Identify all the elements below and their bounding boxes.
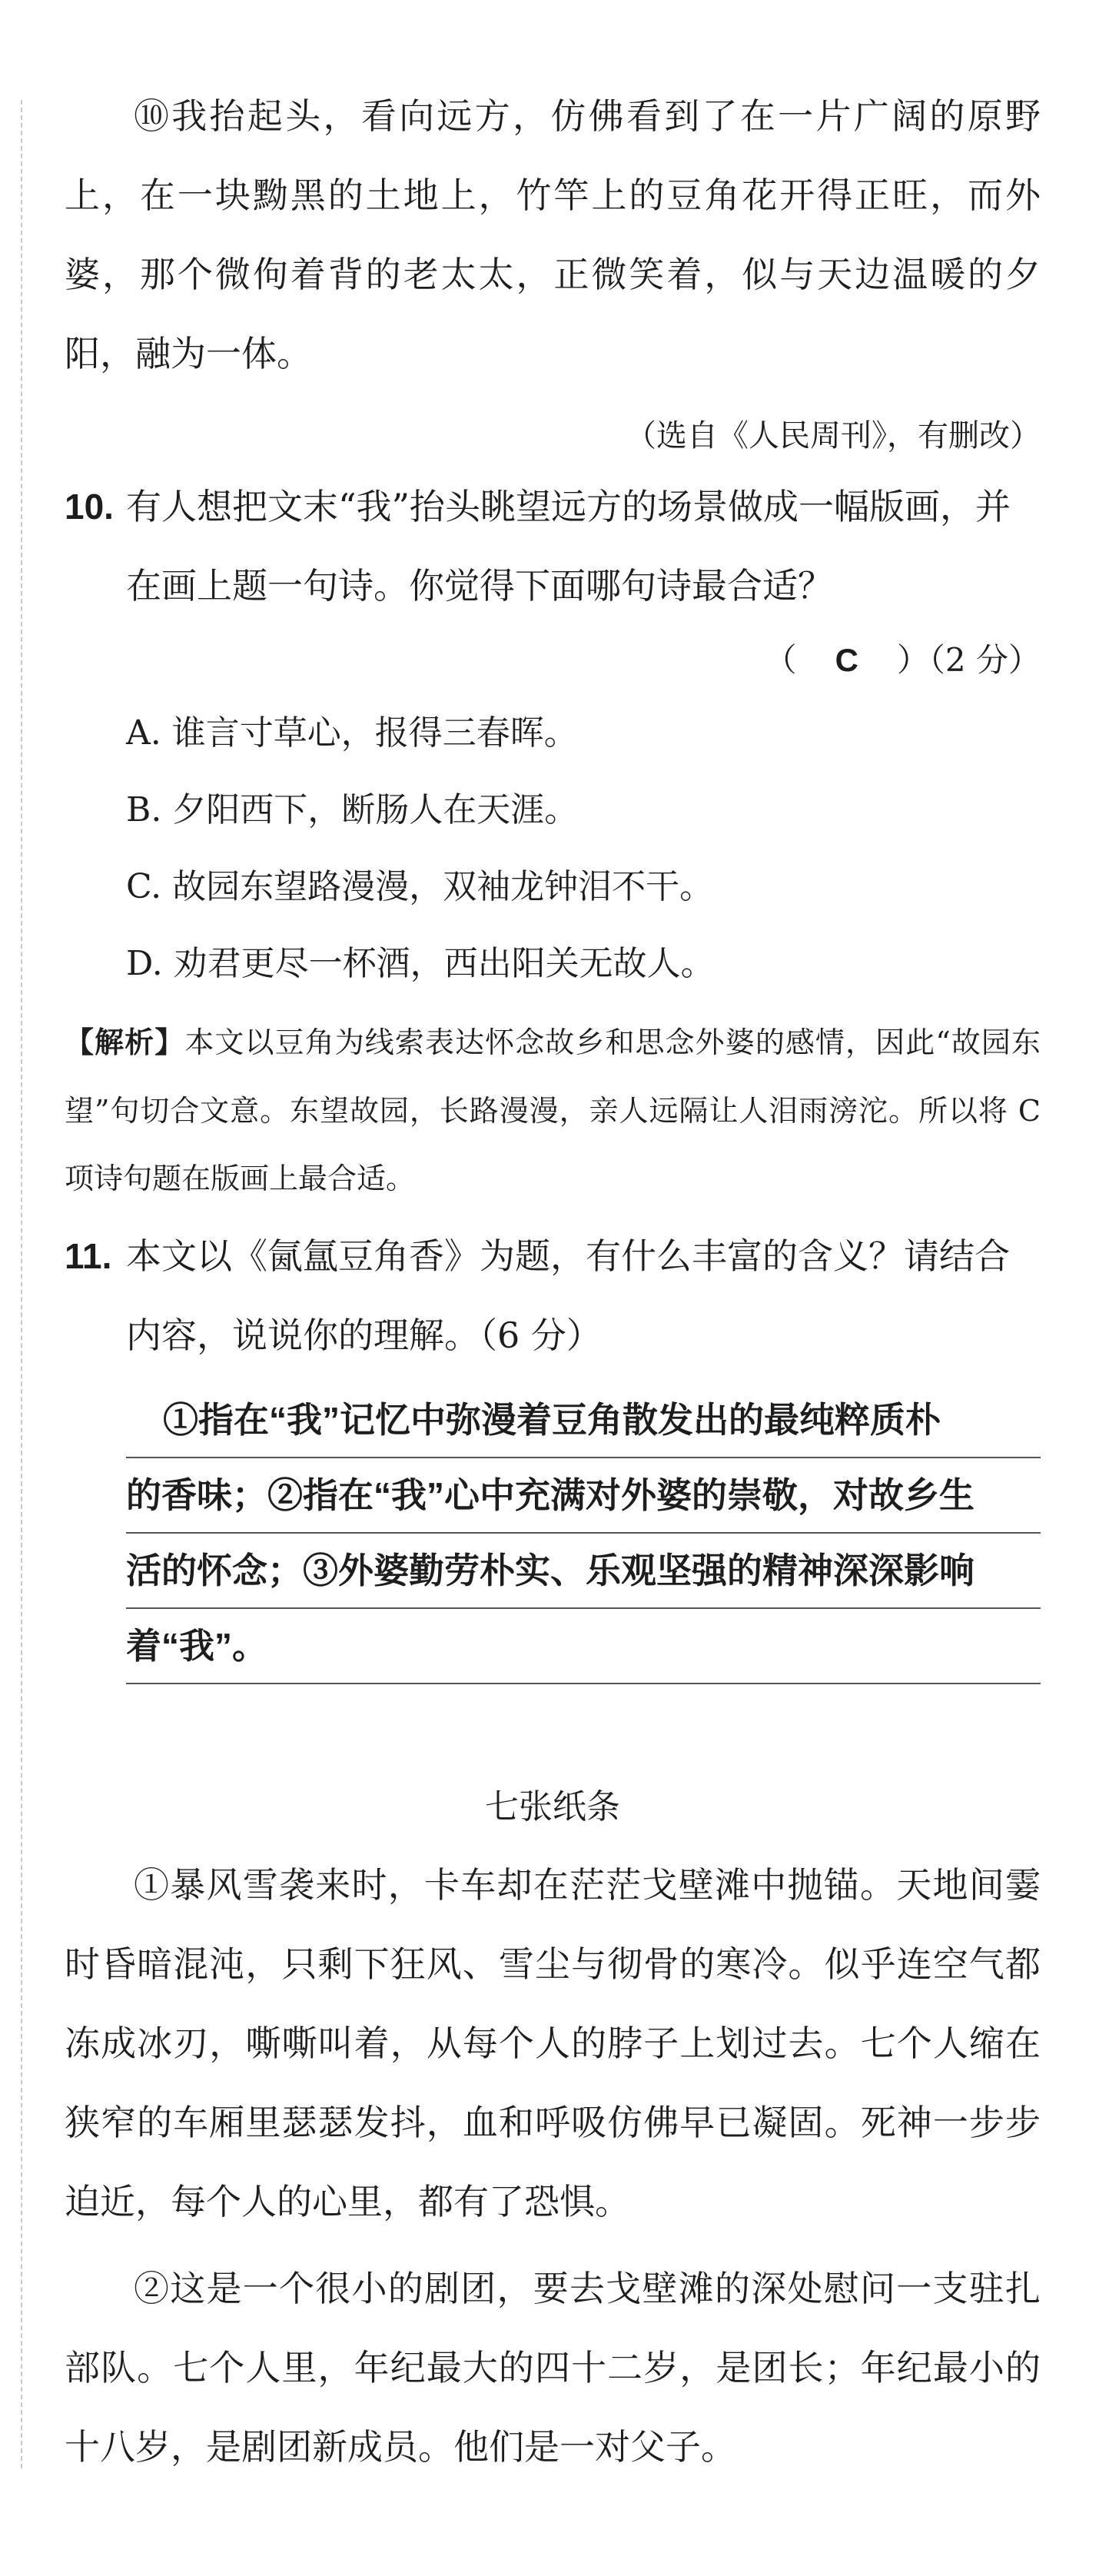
analysis-tag: 【解析】: [65, 1027, 185, 1059]
question-10: [65, 467, 1041, 1212]
bracket-close-score: ）（2 分）: [896, 641, 1041, 679]
question-10-analysis: [65, 1009, 1041, 1212]
question-11-text: 本文以《氤氲豆角香》为题，有什么丰富的含义？请结合内容，说说你的理解。（6 分）: [126, 1235, 1010, 1356]
page-content: [65, 77, 1041, 2487]
question-11: [65, 1217, 1041, 1684]
bracket-open: （: [764, 641, 797, 679]
article-title: 七张纸条: [485, 1788, 620, 1826]
question-10-stem: [65, 467, 1041, 626]
option-b: B. 夕阳西下，断肠人在天涯。: [126, 790, 579, 829]
passage-paragraph-10: ⑩我抬起头，看向远方，仿佛看到了在一片广阔的原野上，在一块黝黑的土地上，竹竿上的豆角花开得正旺，而外婆，那个微佝着背的老太太，正微笑着，似与天边温暖的夕阳，融为一体。: [65, 95, 1041, 374]
question-10-text: 有人想把文末“我”抬头眺望远方的场景做成一幅版画，并在画上题一句诗。你觉得下面哪句诗最合适？: [126, 486, 1011, 607]
answer-line-4: 着“我”。: [126, 1609, 1041, 1684]
option-a: A. 谁言寸草心，报得三春晖。: [126, 713, 578, 753]
option-d: D. 劝君更尽一杯酒，西出阳关无故人。: [126, 944, 715, 983]
passage-source: （选自《人民周刊》，有删改）: [626, 418, 1041, 454]
option-c: C. 故园东望路漫漫，双袖龙钟泪不干。: [126, 867, 714, 906]
question-10-number: 10.: [65, 487, 114, 527]
article-paragraph-1: ①暴风雪袭来时，卡车却在茫茫戈壁滩中抛锚。天地间霎时昏暗混沌，只剩下狂风、雪尘与彻骨的寒冷。似乎连空气都冻成冰刃，嘶嘶叫着，从每个人的脖子上划过去。七个人缩在狭窄的车厢里瑟瑟发抖，血和呼吸仿佛早已凝固。死神一步步迫近，每个人的心里，都有了恐惧。: [65, 1864, 1041, 2222]
margin-dashed-rule: [21, 100, 22, 2468]
question-11-answer: [65, 1383, 1041, 1684]
answer-line-1: ①指在“我”记忆中弥漫着豆角散发出的最纯粹质朴: [126, 1383, 1041, 1458]
answer-line-2: 的香味；②指在“我”心中充满对外婆的崇敬，对故乡生: [126, 1458, 1041, 1534]
answer-line-3: 活的怀念；③外婆勤劳朴实、乐观坚强的精神深深影响: [126, 1534, 1041, 1609]
question-10-answer: C: [835, 642, 858, 678]
question-11-stem: [65, 1217, 1041, 1375]
question-10-answer-bracket: [65, 626, 1041, 695]
analysis-text: 本文以豆角为线索表达怀念故乡和思念外婆的感情，因此“故园东望”句切合文意。东望故园，长路漫漫，亲人远隔让人泪雨滂沱。所以将 C 项诗句题在版画上最合适。: [65, 1025, 1041, 1195]
question-11-number: 11.: [65, 1236, 112, 1276]
article-paragraph-2: ②这是一个很小的剧团，要去戈壁滩的深处慰问一支驻扎部队。七个人里，年纪最大的四十二岁，是团长；年纪最小的十八岁，是剧团新成员。他们是一对父子。: [65, 2268, 1041, 2468]
